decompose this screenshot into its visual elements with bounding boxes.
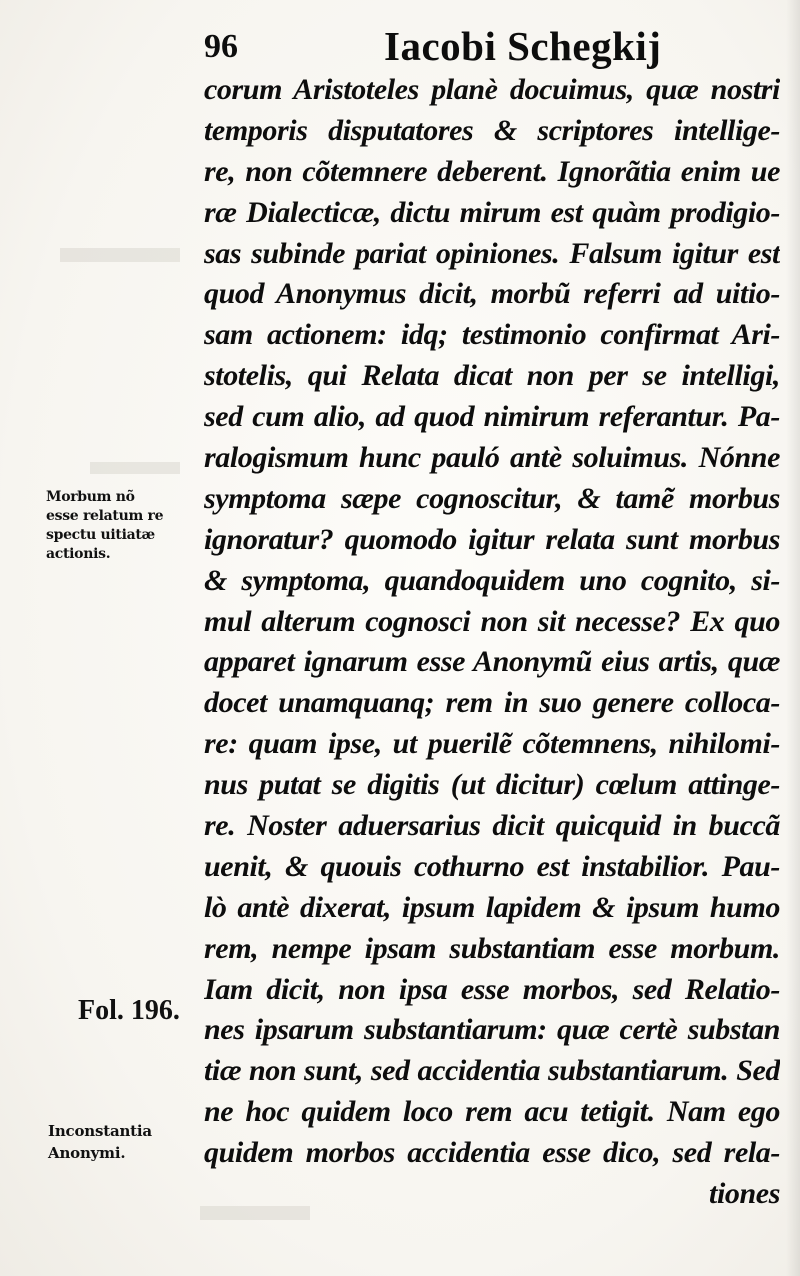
text-line: ralogismum hunc pauló antè soluimus. Nónne bbox=[204, 441, 780, 475]
text-line: corum Aristoteles planè docuimus, quæ nostri bbox=[204, 73, 780, 106]
margin-note-line: spectu uitiatæ bbox=[46, 527, 155, 543]
text-line: uenit, & quouis cothurno est instabilior. Pau- bbox=[204, 849, 780, 883]
margin-note-line: Fol. 196. bbox=[78, 995, 180, 1026]
page-number: 96 bbox=[204, 28, 238, 65]
body-text bbox=[204, 70, 780, 1215]
margin-note-line: Morbum nõ bbox=[46, 489, 135, 505]
margin-note-inconstantia bbox=[48, 1120, 208, 1164]
text-line: ræ Dialecticæ, dictu mirum est quàm prodigio- bbox=[204, 195, 780, 229]
text-line: lò antè dixerat, ipsum lapidem & ipsum humo bbox=[204, 890, 780, 924]
text-line: Iam dicit, non ipsa esse morbos, sed Relatio- bbox=[204, 972, 780, 1006]
text-line: tiæ non sunt, sed accidentia substantiarum. Sed bbox=[204, 1054, 780, 1088]
margin-note-line: actionis. bbox=[46, 546, 111, 562]
text-line: ignoratur? quomodo igitur relata sunt morbus bbox=[204, 522, 780, 556]
text-line: ne hoc quidem loco rem acu tetigit. Nam ego bbox=[204, 1095, 780, 1129]
text-line: symptoma sæpe cognoscitur, & tamẽ morbus bbox=[204, 481, 780, 515]
text-line: nus putat se digitis (ut dicitur) cœlum attinge- bbox=[204, 768, 780, 802]
text-line: nes ipsarum substantiarum: quæ certè substan bbox=[204, 1013, 780, 1047]
margin-note-line: Anonymi. bbox=[48, 1144, 126, 1162]
page-edge-shadow bbox=[786, 0, 800, 1276]
text-line: mul alterum cognosci non sit necesse? Ex quo bbox=[204, 604, 780, 638]
text-line: apparet ignarum esse Anonymũ eius artis, quæ bbox=[204, 645, 780, 679]
margin-note-line: Inconstantia bbox=[48, 1122, 152, 1140]
margin-note-morbum bbox=[46, 488, 206, 564]
margin-note-folio bbox=[78, 996, 238, 1026]
text-line: & symptoma, quandoquidem uno cognito, si- bbox=[204, 563, 780, 597]
text-line: quod Anonymus dicit, morbũ referri ad uitio- bbox=[204, 277, 780, 311]
text-line: re, non cõtemnere deberent. Ignorãtia enim ue bbox=[204, 154, 780, 188]
text-line: quidem morbos accidentia esse dico, sed rela- bbox=[204, 1136, 780, 1170]
text-line: sam actionem: idq; testimonio confirmat Ari- bbox=[204, 318, 780, 352]
margin-note-line: esse relatum re bbox=[46, 508, 164, 524]
bleed-through-mark bbox=[90, 462, 180, 474]
catchword: tiones bbox=[709, 1177, 780, 1211]
text-line: sed cum alio, ad quod nimirum referantur. Pa- bbox=[204, 400, 780, 434]
text-line: rem, nempe ipsam substantiam esse morbum. bbox=[204, 931, 780, 965]
text-line: re. Noster aduersarius dicit quicquid in buccã bbox=[204, 809, 780, 843]
running-title: Iacobi Schegkij bbox=[384, 23, 662, 69]
text-line: re: quam ipse, ut puerilẽ cõtemnens, nihilomi- bbox=[204, 727, 780, 761]
text-line: docet unamquanq; rem in suo genere colloca- bbox=[204, 686, 780, 720]
text-line: temporis disputatores & scriptores intellige- bbox=[204, 113, 780, 147]
bleed-through-mark bbox=[60, 248, 180, 262]
text-line: stotelis, qui Relata dicat non per se intelligi, bbox=[204, 359, 780, 393]
text-line: sas subinde pariat opiniones. Falsum igitur est bbox=[204, 236, 780, 270]
